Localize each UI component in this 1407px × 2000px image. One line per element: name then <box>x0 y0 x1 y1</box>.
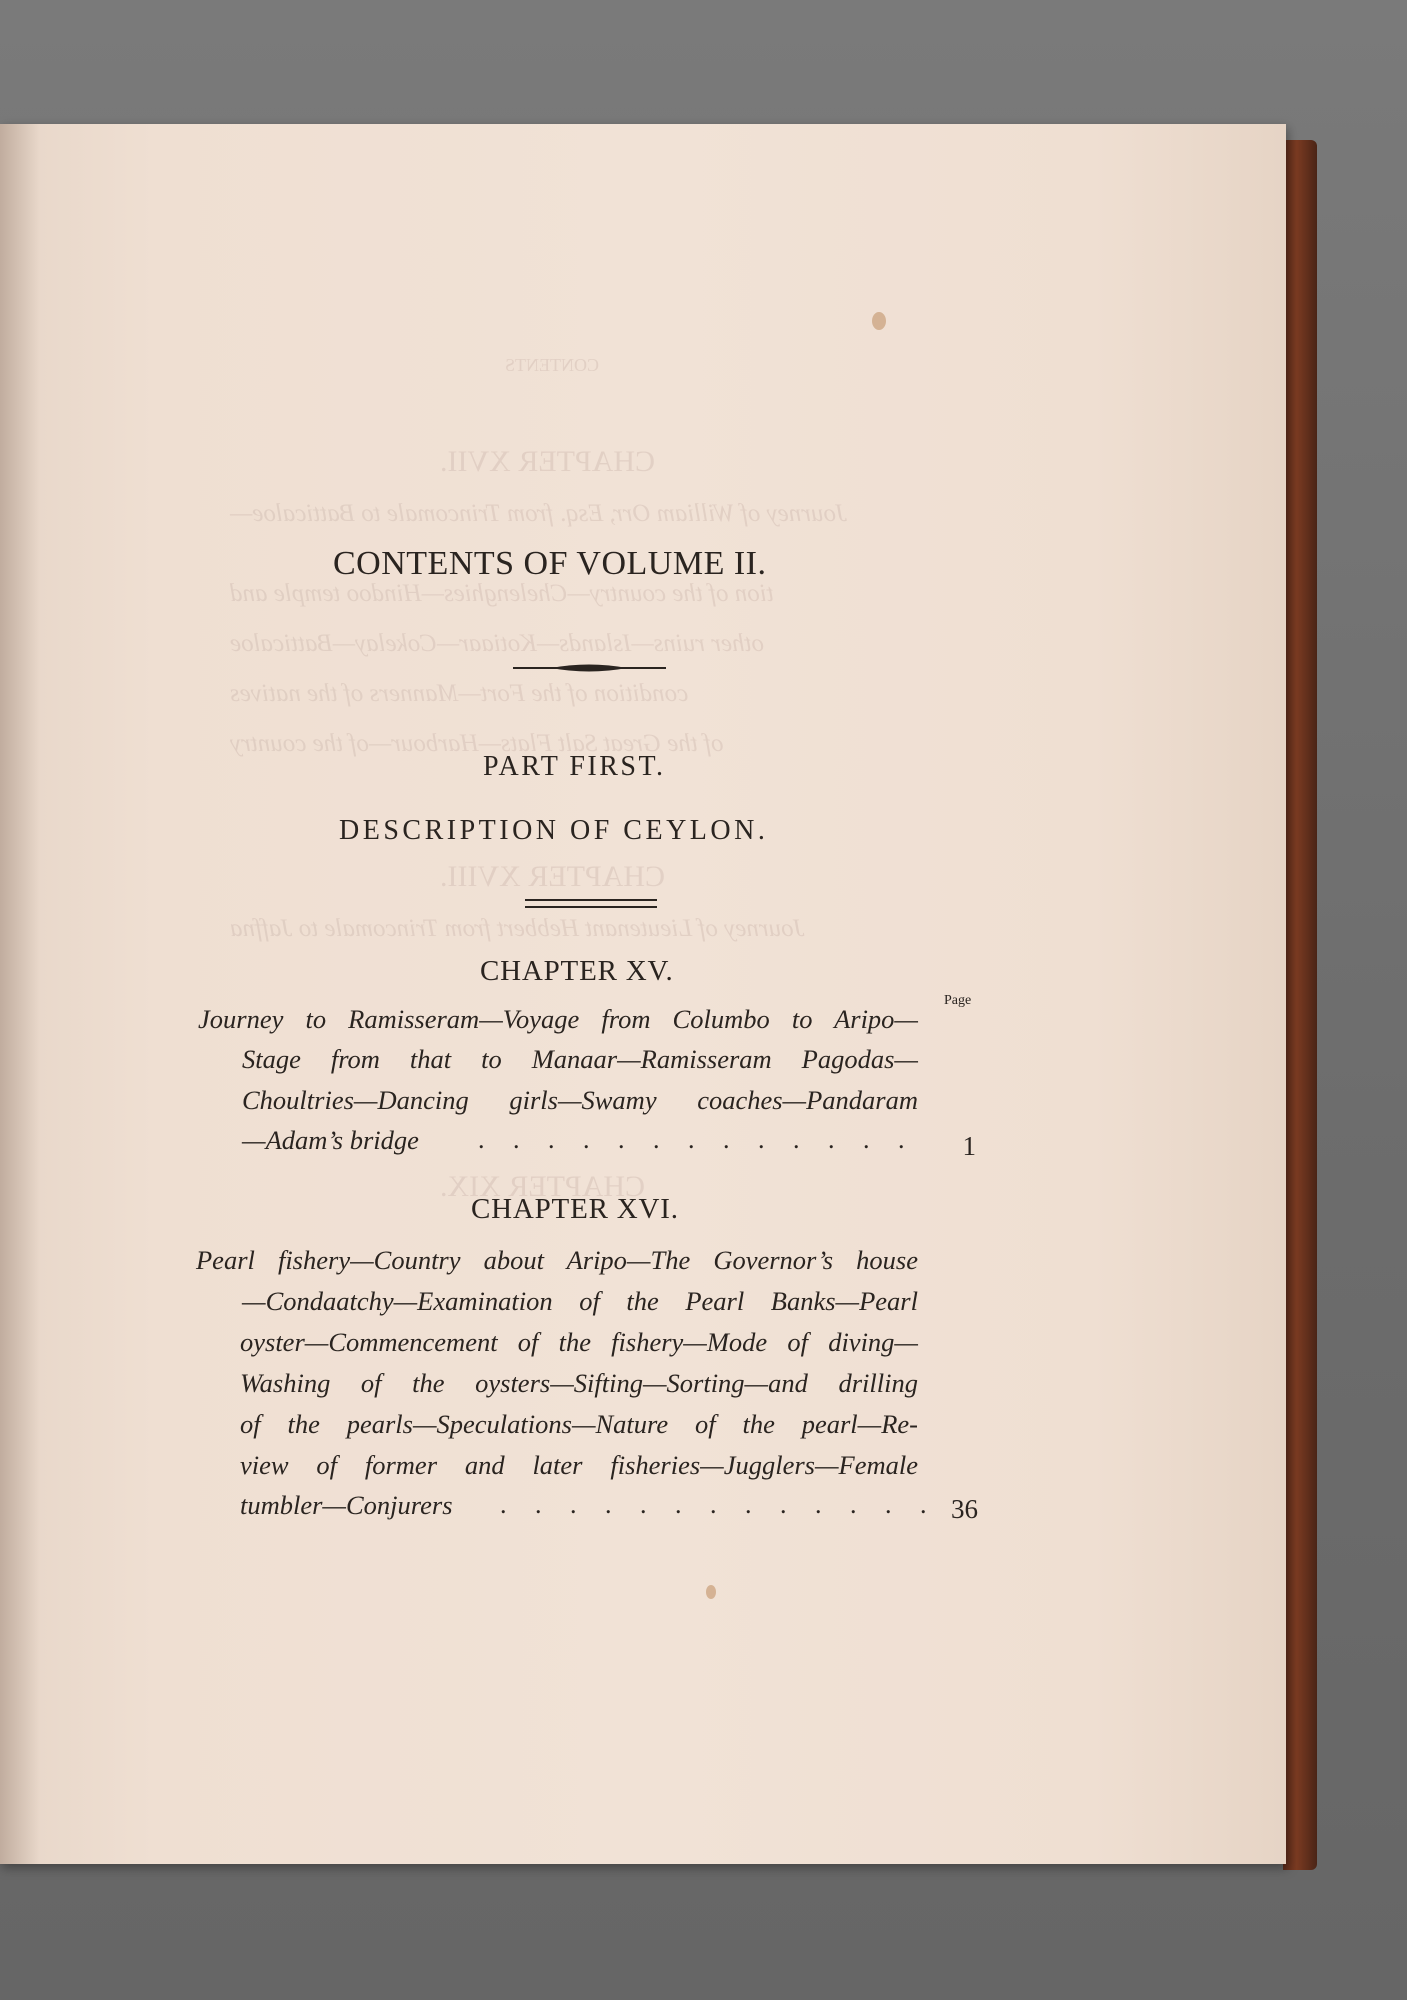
show-through-line: CONTENTS <box>505 355 599 375</box>
show-through-line: Journey of Lieutenant Hebbert from Trincomale to Jaffna <box>230 915 805 942</box>
toc-entry-line: Choultries—Dancing girls—Swamy coaches—Pandaram <box>242 1085 918 1115</box>
show-through-line: other ruins—Islands—Kotiaar—Cokelay—Batticaloe <box>230 630 765 657</box>
show-through-line: of the Great Salt Flats—Harbour—of the country <box>230 730 724 757</box>
book-cover-edge <box>1283 140 1317 1870</box>
toc-entry-line: Stage from that to Manaar—Ramisseram Pagodas— <box>242 1044 918 1074</box>
toc-entry-line: Pearl fishery—Country about Aripo—The Governor’s house <box>196 1245 918 1275</box>
dot-leader: . . . . . . . . . . . . . <box>478 1125 916 1154</box>
toc-entry-line: of the pearls—Speculations—Nature of the pearl—Re- <box>240 1409 918 1439</box>
toc-entry-line: Journey to Ramisseram—Voyage from Columbo to Aripo— <box>198 1004 918 1034</box>
show-through-line: CHAPTER XVII. <box>440 445 655 478</box>
foxing-spot <box>706 1585 716 1599</box>
chapter-heading: CHAPTER XVI. <box>471 1193 679 1225</box>
toc-entry-line: —Adam’s bridge <box>242 1125 419 1155</box>
book-page <box>0 124 1286 1864</box>
gutter-shadow <box>0 124 40 1864</box>
page-title: CONTENTS OF VOLUME II. <box>333 545 767 582</box>
page-number: 36 <box>951 1494 978 1524</box>
dot-leader: . . . . . . . . . . . . . <box>500 1490 938 1519</box>
show-through-line: tion of the country—Chelenghies—Hindoo temple and <box>230 580 774 607</box>
double-rule <box>525 899 657 908</box>
chapter-heading: CHAPTER XV. <box>480 955 674 987</box>
toc-entry-line: view of former and later fisheries—Jugglers—Female <box>240 1450 918 1480</box>
foxing-spot <box>872 312 886 330</box>
toc-entry-line: —Condaatchy—Examination of the Pearl Banks—Pearl <box>242 1286 918 1316</box>
part-heading: PART FIRST. <box>483 751 666 782</box>
toc-entry-line: Washing of the oysters—Sifting—Sorting—and drilling <box>240 1368 918 1398</box>
ornament-rule <box>513 660 666 676</box>
show-through-line: CHAPTER XIX. <box>440 1170 646 1203</box>
show-through-line: CHAPTER XVIII. <box>440 860 665 893</box>
part-description: DESCRIPTION OF CEYLON. <box>339 815 769 846</box>
show-through-line: condition of the Fort—Manners of the natives <box>230 680 689 707</box>
toc-entry-line: oyster—Commencement of the fishery—Mode of diving— <box>240 1327 918 1357</box>
page-column-label: Page <box>944 993 972 1008</box>
page-number: 1 <box>962 1131 976 1161</box>
toc-entry-line: tumbler—Conjurers <box>240 1490 453 1520</box>
show-through-line: Journey of William Orr, Esq. from Trincomale to Batticaloe— <box>230 500 848 527</box>
